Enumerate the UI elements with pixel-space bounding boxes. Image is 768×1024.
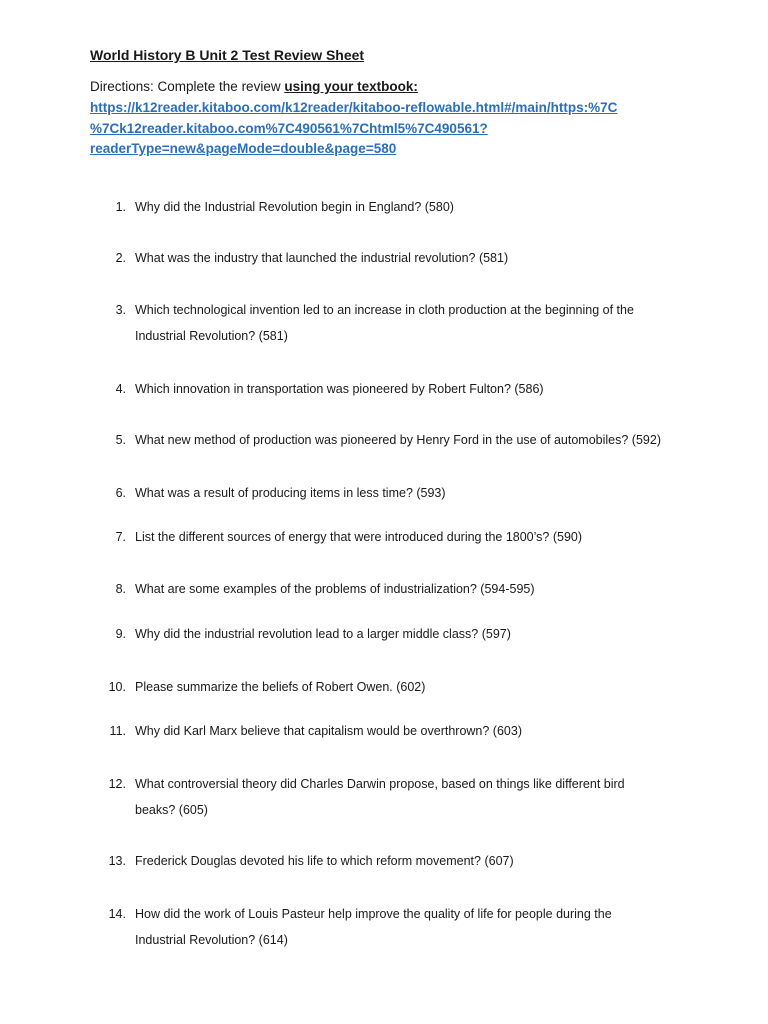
question-number: 5. xyxy=(115,433,126,447)
question-text xyxy=(135,718,695,744)
question-number: 2. xyxy=(115,251,126,265)
question-text xyxy=(135,848,695,874)
question-text xyxy=(135,376,695,402)
question-number: 9. xyxy=(115,627,126,641)
textbook-link-line[interactable]: %7Ck12reader.kitaboo.com%7C490561%7Chtml5%7C490561? xyxy=(90,120,488,136)
question-text xyxy=(135,297,695,349)
question-text xyxy=(135,480,695,506)
question-number: 4. xyxy=(115,382,126,396)
question-number: 13. xyxy=(108,854,126,868)
question-text xyxy=(135,194,695,220)
question-number: 7. xyxy=(115,530,126,544)
question-line: beaks? (605) xyxy=(135,803,208,817)
question-text xyxy=(135,621,695,647)
question-line: Why did the industrial revolution lead to a larger middle class? (597) xyxy=(135,627,511,641)
question-line: Why did the Industrial Revolution begin in England? (580) xyxy=(135,200,454,214)
question-text xyxy=(135,245,695,271)
question-line: Industrial Revolution? (581) xyxy=(135,329,288,343)
question-text xyxy=(135,576,695,602)
question-number: 1. xyxy=(115,200,126,214)
question-number: 10. xyxy=(108,680,126,694)
textbook-link-line[interactable]: readerType=new&pageMode=double&page=580 xyxy=(90,141,397,156)
question-number: 8. xyxy=(115,582,126,596)
question-line: Why did Karl Marx believe that capitalism would be overthrown? (603) xyxy=(135,724,522,738)
question-line: List the different sources of energy that were introduced during the 1800’s? (590) xyxy=(135,530,583,544)
textbook-link-line[interactable]: https://k12reader.kitaboo.com/k12reader/kitaboo-reflowable.html#/main/https:%7C xyxy=(90,100,618,115)
directions-emphasis: using your textbook: xyxy=(284,79,418,94)
question-text xyxy=(135,901,695,953)
directions-prefix: Directions: Complete the review xyxy=(90,79,285,94)
question-number: 6. xyxy=(115,486,126,500)
directions-text xyxy=(90,79,418,94)
question-number: 12. xyxy=(108,777,126,791)
page-title: World History B Unit 2 Test Review Sheet xyxy=(90,47,365,63)
question-text xyxy=(135,524,695,550)
textbook-link[interactable] xyxy=(90,98,680,160)
question-line: What controversial theory did Charles Darwin propose, based on things like different bird xyxy=(135,777,625,791)
question-text xyxy=(135,771,695,823)
question-number: 14. xyxy=(108,907,126,921)
question-line: Which technological invention led to an increase in cloth production at the beginning of the xyxy=(135,303,634,317)
question-text xyxy=(135,427,695,453)
question-text xyxy=(135,674,695,700)
question-line: Frederick Douglas devoted his life to which reform movement? (607) xyxy=(135,854,514,868)
question-line: What are some examples of the problems of industrialization? (594-595) xyxy=(135,582,535,596)
question-line: What new method of production was pioneered by Henry Ford in the use of automobiles? (592) xyxy=(135,433,661,447)
question-line: Which innovation in transportation was pioneered by Robert Fulton? (586) xyxy=(135,382,544,396)
question-number: 3. xyxy=(115,303,126,317)
question-line: What was the industry that launched the industrial revolution? (581) xyxy=(135,251,509,265)
question-line: Please summarize the beliefs of Robert Owen. (602) xyxy=(135,680,426,694)
question-number: 11. xyxy=(109,724,126,738)
question-line: What was a result of producing items in less time? (593) xyxy=(135,486,446,500)
question-line: How did the work of Louis Pasteur help improve the quality of life for people during the xyxy=(135,907,612,921)
question-line: Industrial Revolution? (614) xyxy=(135,933,288,947)
